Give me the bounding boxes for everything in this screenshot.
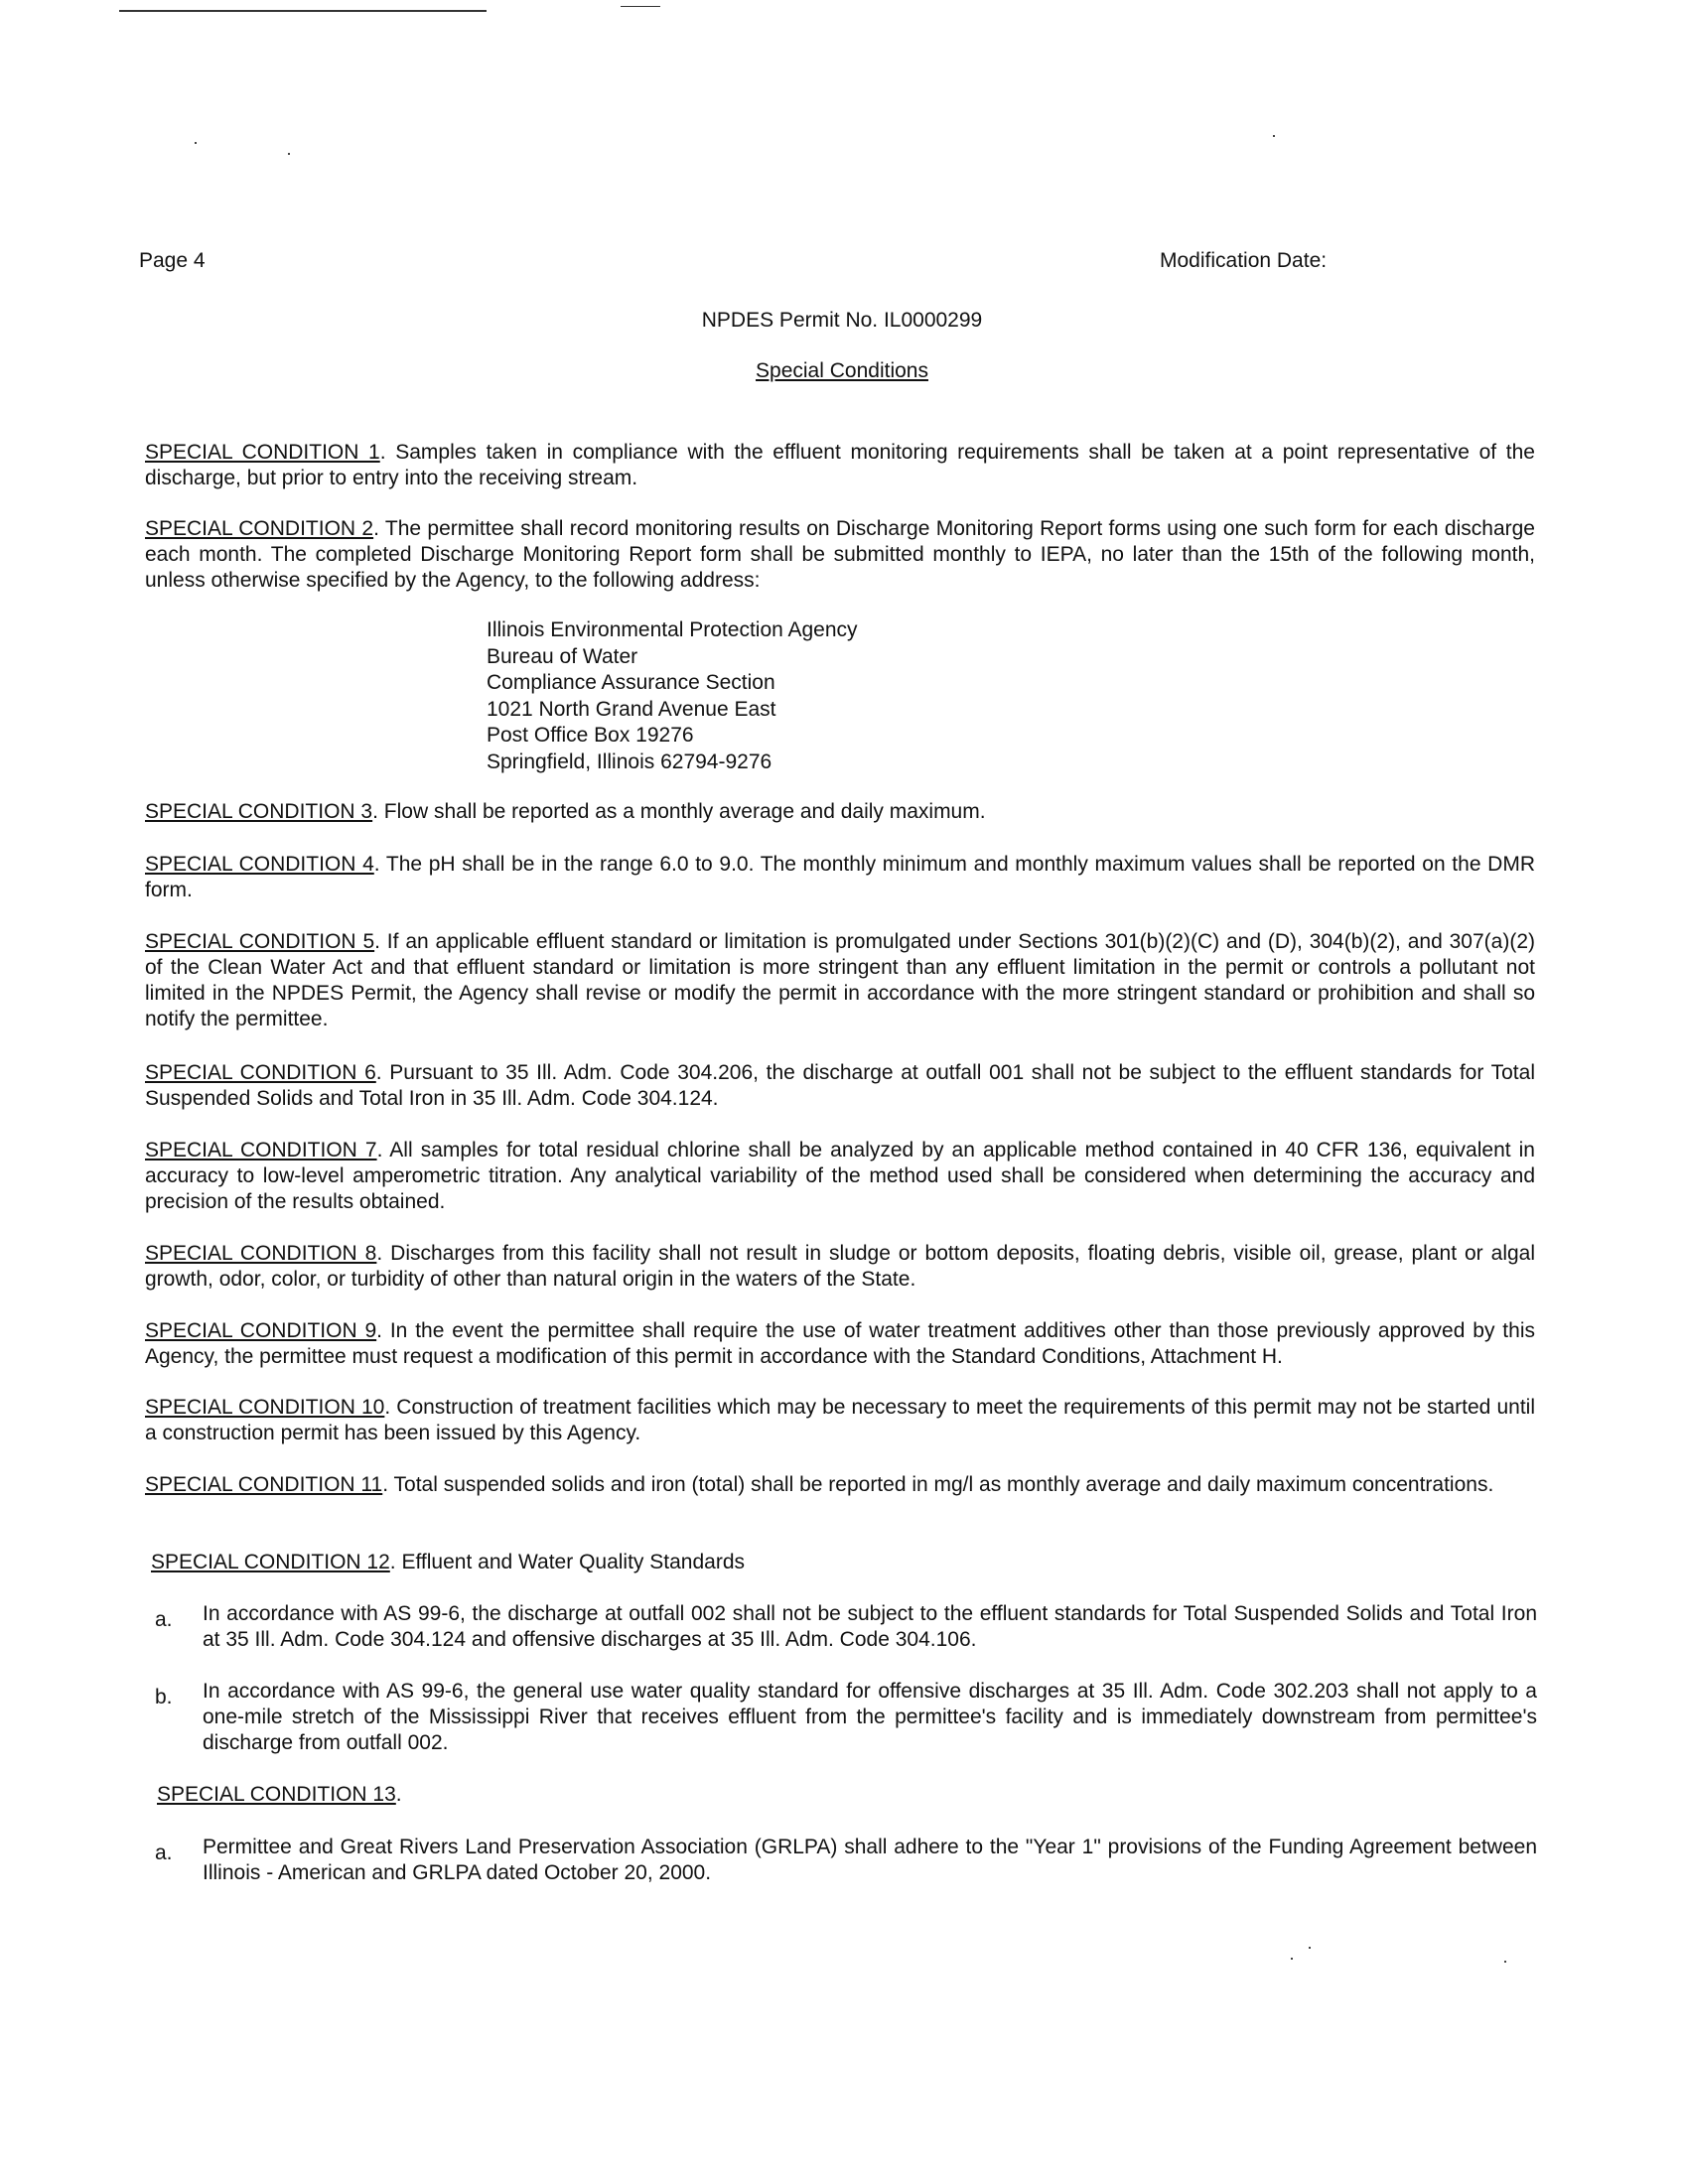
scan-artifact-dot bbox=[195, 142, 197, 144]
special-condition-6 bbox=[145, 1060, 1535, 1112]
agency-address bbox=[487, 617, 858, 775]
scan-artifact-dot bbox=[1273, 135, 1275, 137]
condition-text: . Construction of treatment facilities which may be necessary to meet the requirements of this permit may not be started until a construction permit has been issued by this Agency. bbox=[145, 1396, 1535, 1444]
scan-artifact-dot bbox=[1309, 1947, 1311, 1949]
condition-label: SPECIAL CONDITION 3 bbox=[145, 800, 373, 823]
special-condition-1 bbox=[145, 440, 1535, 491]
special-condition-13 bbox=[157, 1782, 1547, 1808]
scan-artifact-dot bbox=[1291, 1958, 1293, 1960]
item-text: Permittee and Great Rivers Land Preservation Association (GRLPA) shall adhere to the "Year 1" provisions of the Funding Agreement between Illinois - American and GRLPA dated October 20, 2000. bbox=[203, 1836, 1537, 1884]
scan-artifact-dot bbox=[288, 153, 290, 155]
condition-text: . Flow shall be reported as a monthly average and daily maximum. bbox=[372, 800, 986, 823]
special-condition-11 bbox=[145, 1472, 1535, 1498]
condition-text: . Discharges from this facility shall not result in sludge or bottom deposits, floating debris, visible oil, grease, plant or algal growth, odor, color, or turbidity of other than natural origin in the waters of the State. bbox=[145, 1242, 1536, 1291]
condition-text: . The permittee shall record monitoring results on Discharge Monitoring Report forms using one such form for each discharge each month. The completed Discharge Monitoring Report form shall be submitted monthly to IEPA, no later than the 15th of the following month, unless otherwise specified by the Agency, to the following address: bbox=[145, 517, 1535, 592]
condition-label: SPECIAL CONDITION 7 bbox=[145, 1139, 377, 1161]
address-line: 1021 North Grand Avenue East bbox=[487, 697, 776, 721]
item-label: b. bbox=[155, 1686, 173, 1708]
permit-number: NPDES Permit No. IL0000299 bbox=[701, 309, 983, 332]
condition-label: SPECIAL CONDITION 12 bbox=[151, 1551, 390, 1573]
special-condition-9 bbox=[145, 1318, 1535, 1370]
section-title: Special Conditions bbox=[756, 359, 928, 382]
condition-label: SPECIAL CONDITION 5 bbox=[145, 930, 375, 953]
special-condition-2 bbox=[145, 516, 1535, 594]
item-label: a. bbox=[155, 1842, 173, 1864]
address-line: Illinois Environmental Protection Agency bbox=[487, 618, 858, 641]
condition-text: . Samples taken in compliance with the effluent monitoring requirements shall be taken at a point representative of the discharge, but prior to entry into the receiving stream. bbox=[145, 441, 1535, 489]
condition-label: SPECIAL CONDITION 13 bbox=[157, 1783, 396, 1806]
condition-text: . Total suspended solids and iron (total) shall be reported in mg/l as monthly average and daily maximum concentrations. bbox=[382, 1473, 1494, 1496]
special-condition-5 bbox=[145, 929, 1535, 1032]
special-condition-4 bbox=[145, 852, 1535, 903]
special-condition-12 bbox=[151, 1550, 1541, 1575]
scan-artifact-dot bbox=[1504, 1961, 1506, 1963]
scan-artifact-line bbox=[621, 6, 660, 7]
item-text: In accordance with AS 99-6, the general use water quality standard for offensive discharges at 35 Ill. Adm. Code 302.203 shall not apply to a one-mile stretch of the Mississippi River that receives effluent from the permittee's facility and is immediately downstream from permittee's discharge from outfall 002. bbox=[203, 1680, 1537, 1754]
scan-artifact-line bbox=[119, 10, 487, 12]
condition-text: . If an applicable effluent standard or limitation is promulgated under Sections 301(b)(2)(C) and (D), 304(b)(2), and 307(a)(2) of the Clean Water Act and that effluent standard or limitation is more stringent than any effluent limitation in the permit or controls a pollutant not limited in the NPDES Permit, the Agency shall revise or modify the permit in accordance with the more stringent standard or prohibition and shall so notify the permittee. bbox=[145, 930, 1535, 1030]
address-line: Compliance Assurance Section bbox=[487, 671, 775, 694]
special-condition-3 bbox=[145, 799, 1535, 825]
address-line: Post Office Box 19276 bbox=[487, 724, 694, 747]
special-condition-10 bbox=[145, 1395, 1535, 1446]
special-condition-8 bbox=[145, 1241, 1535, 1293]
condition-label: SPECIAL CONDITION 1 bbox=[145, 441, 380, 464]
item-label: a. bbox=[155, 1608, 173, 1631]
condition-label: SPECIAL CONDITION 4 bbox=[145, 853, 374, 876]
condition-text: . All samples for total residual chlorine shall be analyzed by an applicable method contained in 40 CFR 136, equivalent in accuracy to low-level amperometric titration. Any analytical variability of the method used shall be considered when determining the accuracy and precision of the results obtained. bbox=[145, 1139, 1535, 1213]
page-number: Page 4 bbox=[139, 249, 206, 272]
condition-text: . bbox=[395, 1783, 402, 1806]
condition-text: . The pH shall be in the range 6.0 to 9.0. The monthly minimum and monthly maximum values shall be reported on the DMR form. bbox=[145, 853, 1535, 901]
condition-label: SPECIAL CONDITION 2 bbox=[145, 517, 374, 540]
address-line: Bureau of Water bbox=[487, 644, 638, 668]
condition-label: SPECIAL CONDITION 10 bbox=[145, 1396, 385, 1419]
condition-text: . Effluent and Water Quality Standards bbox=[389, 1551, 745, 1573]
special-condition-7 bbox=[145, 1138, 1535, 1215]
condition-text: . In the event the permittee shall require the use of water treatment additives other than those previously approved by this Agency, the permittee must request a modification of this permit in accordance with the Standard Conditions, Attachment H. bbox=[145, 1319, 1535, 1368]
condition-label: SPECIAL CONDITION 8 bbox=[145, 1242, 377, 1265]
item-text: In accordance with AS 99-6, the discharge at outfall 002 shall not be subject to the effluent standards for Total Suspended Solids and Total Iron at 35 Ill. Adm. Code 304.124 and offensive discharges at 35 Ill. Adm. Code 304.106. bbox=[203, 1602, 1537, 1651]
address-line: Springfield, Illinois 62794-9276 bbox=[487, 750, 772, 773]
condition-label: SPECIAL CONDITION 9 bbox=[145, 1319, 377, 1342]
condition-label: SPECIAL CONDITION 11 bbox=[145, 1473, 383, 1496]
modification-date-label: Modification Date: bbox=[1160, 249, 1328, 272]
condition-label: SPECIAL CONDITION 6 bbox=[145, 1061, 376, 1084]
condition-text: . Pursuant to 35 Ill. Adm. Code 304.206, the discharge at outfall 001 shall not be subject to the effluent standards for Total Suspended Solids and Total Iron in 35 Ill. Adm. Code 304.124. bbox=[145, 1061, 1535, 1110]
